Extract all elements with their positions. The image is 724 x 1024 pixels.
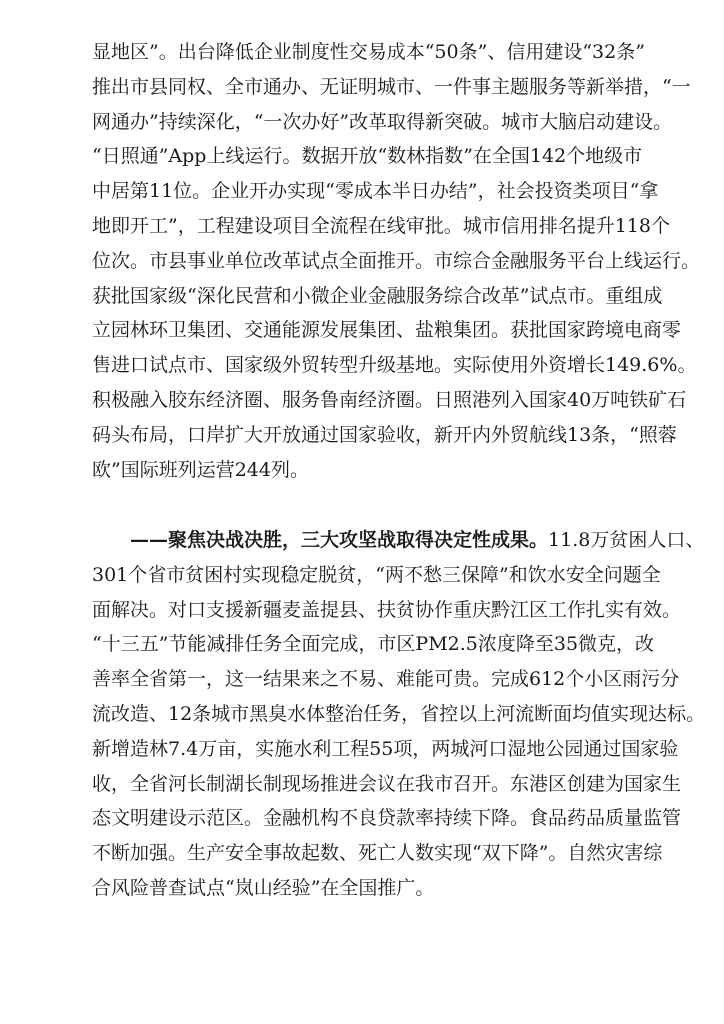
text-line: 售进口试点市、国家级外贸转型升级基地。实际使用外资增长149.6%。 — [92, 354, 697, 377]
text-line: 善率全省第一，这一结果来之不易、难能可贵。完成612个小区雨污分 — [92, 668, 680, 691]
text-line: 积极融入胶东经济圈、服务鲁南经济圈。日照港列入国家40万吨铁矿石 — [92, 388, 687, 411]
text-line: 地即开工”，工程建设项目全流程在线审批。城市信用排名提升118个 — [92, 214, 670, 237]
text-line: “十三五”节能减排任务全面完成，市区PM2.5浓度降至35微克，改 — [92, 633, 655, 656]
text-line: 位次。市县事业单位改革试点全面推开。市综合金融服务平台上线运行。 — [92, 249, 701, 272]
text-line: 中居第11位。企业开办实现“零成本半日办结”，社会投资类项目“拿 — [92, 180, 659, 203]
paragraph-2 — [92, 523, 706, 906]
text-line: 合风险普查试点“岚山经验”在全国推广。 — [92, 876, 435, 899]
text-line: 301个省市贫困村实现稳定脱贫，“两不愁三保障”和饮水安全问题全 — [92, 563, 661, 586]
text-line: 新增造林7.4万亩，实施水利工程55项，两城河口湿地公园通过国家验 — [92, 737, 679, 760]
text-line: 态文明建设示范区。金融机构不良贷款率持续下降。食品药品质量监管 — [92, 807, 682, 830]
text-line: 立园林环卫集团、交通能源发展集团、盐粮集团。获批国家跨境电商零 — [92, 319, 682, 342]
section-heading: ——聚焦决战决胜，三大攻坚战取得决定性成果。 — [130, 529, 549, 551]
paragraph-1 — [92, 35, 701, 487]
text-line: 获批国家级“深化民营和小微企业金融服务综合改革”试点市。重组成 — [92, 284, 663, 307]
text-line: 码头布局，口岸扩大开放通过国家验收，新开内外贸航线13条，“照蓉 — [92, 423, 677, 446]
heading-line-rest: 11.8万贫困人口、 — [548, 529, 705, 551]
text-line: 网通办”持续深化，“一次办好”改革取得新突破。城市大脑启动建设。 — [92, 110, 673, 133]
text-line: 收，全省河长制湖长制现场推进会议在我市召开。东港区创建为国家生 — [92, 772, 682, 795]
text-line: 不断加强。生产安全事故起数、死亡人数实现“双下降”。自然灾害综 — [92, 842, 663, 865]
text-line: 推出市县同权、全市通办、无证明城市、一件事主题服务等新举措，“一 — [92, 75, 691, 98]
paragraph-heading-line — [92, 523, 705, 558]
text-line: 流改造、12条城市黑臭水体整治任务，省控以上河流断面均值实现达标。 — [92, 702, 706, 725]
text-line: 欧”国际班列运营244列。 — [92, 458, 309, 481]
text-line: 面解决。对口支援新疆麦盖提县、扶贫协作重庆黔江区工作扎实有效。 — [92, 598, 682, 621]
text-line: 显地区”。出台降低企业制度性交易成本“50条”、信用建设“32条” — [92, 41, 645, 63]
text-line: “日照通”App上线运行。数据开放“数林指数”在全国142个地级市 — [92, 145, 643, 168]
